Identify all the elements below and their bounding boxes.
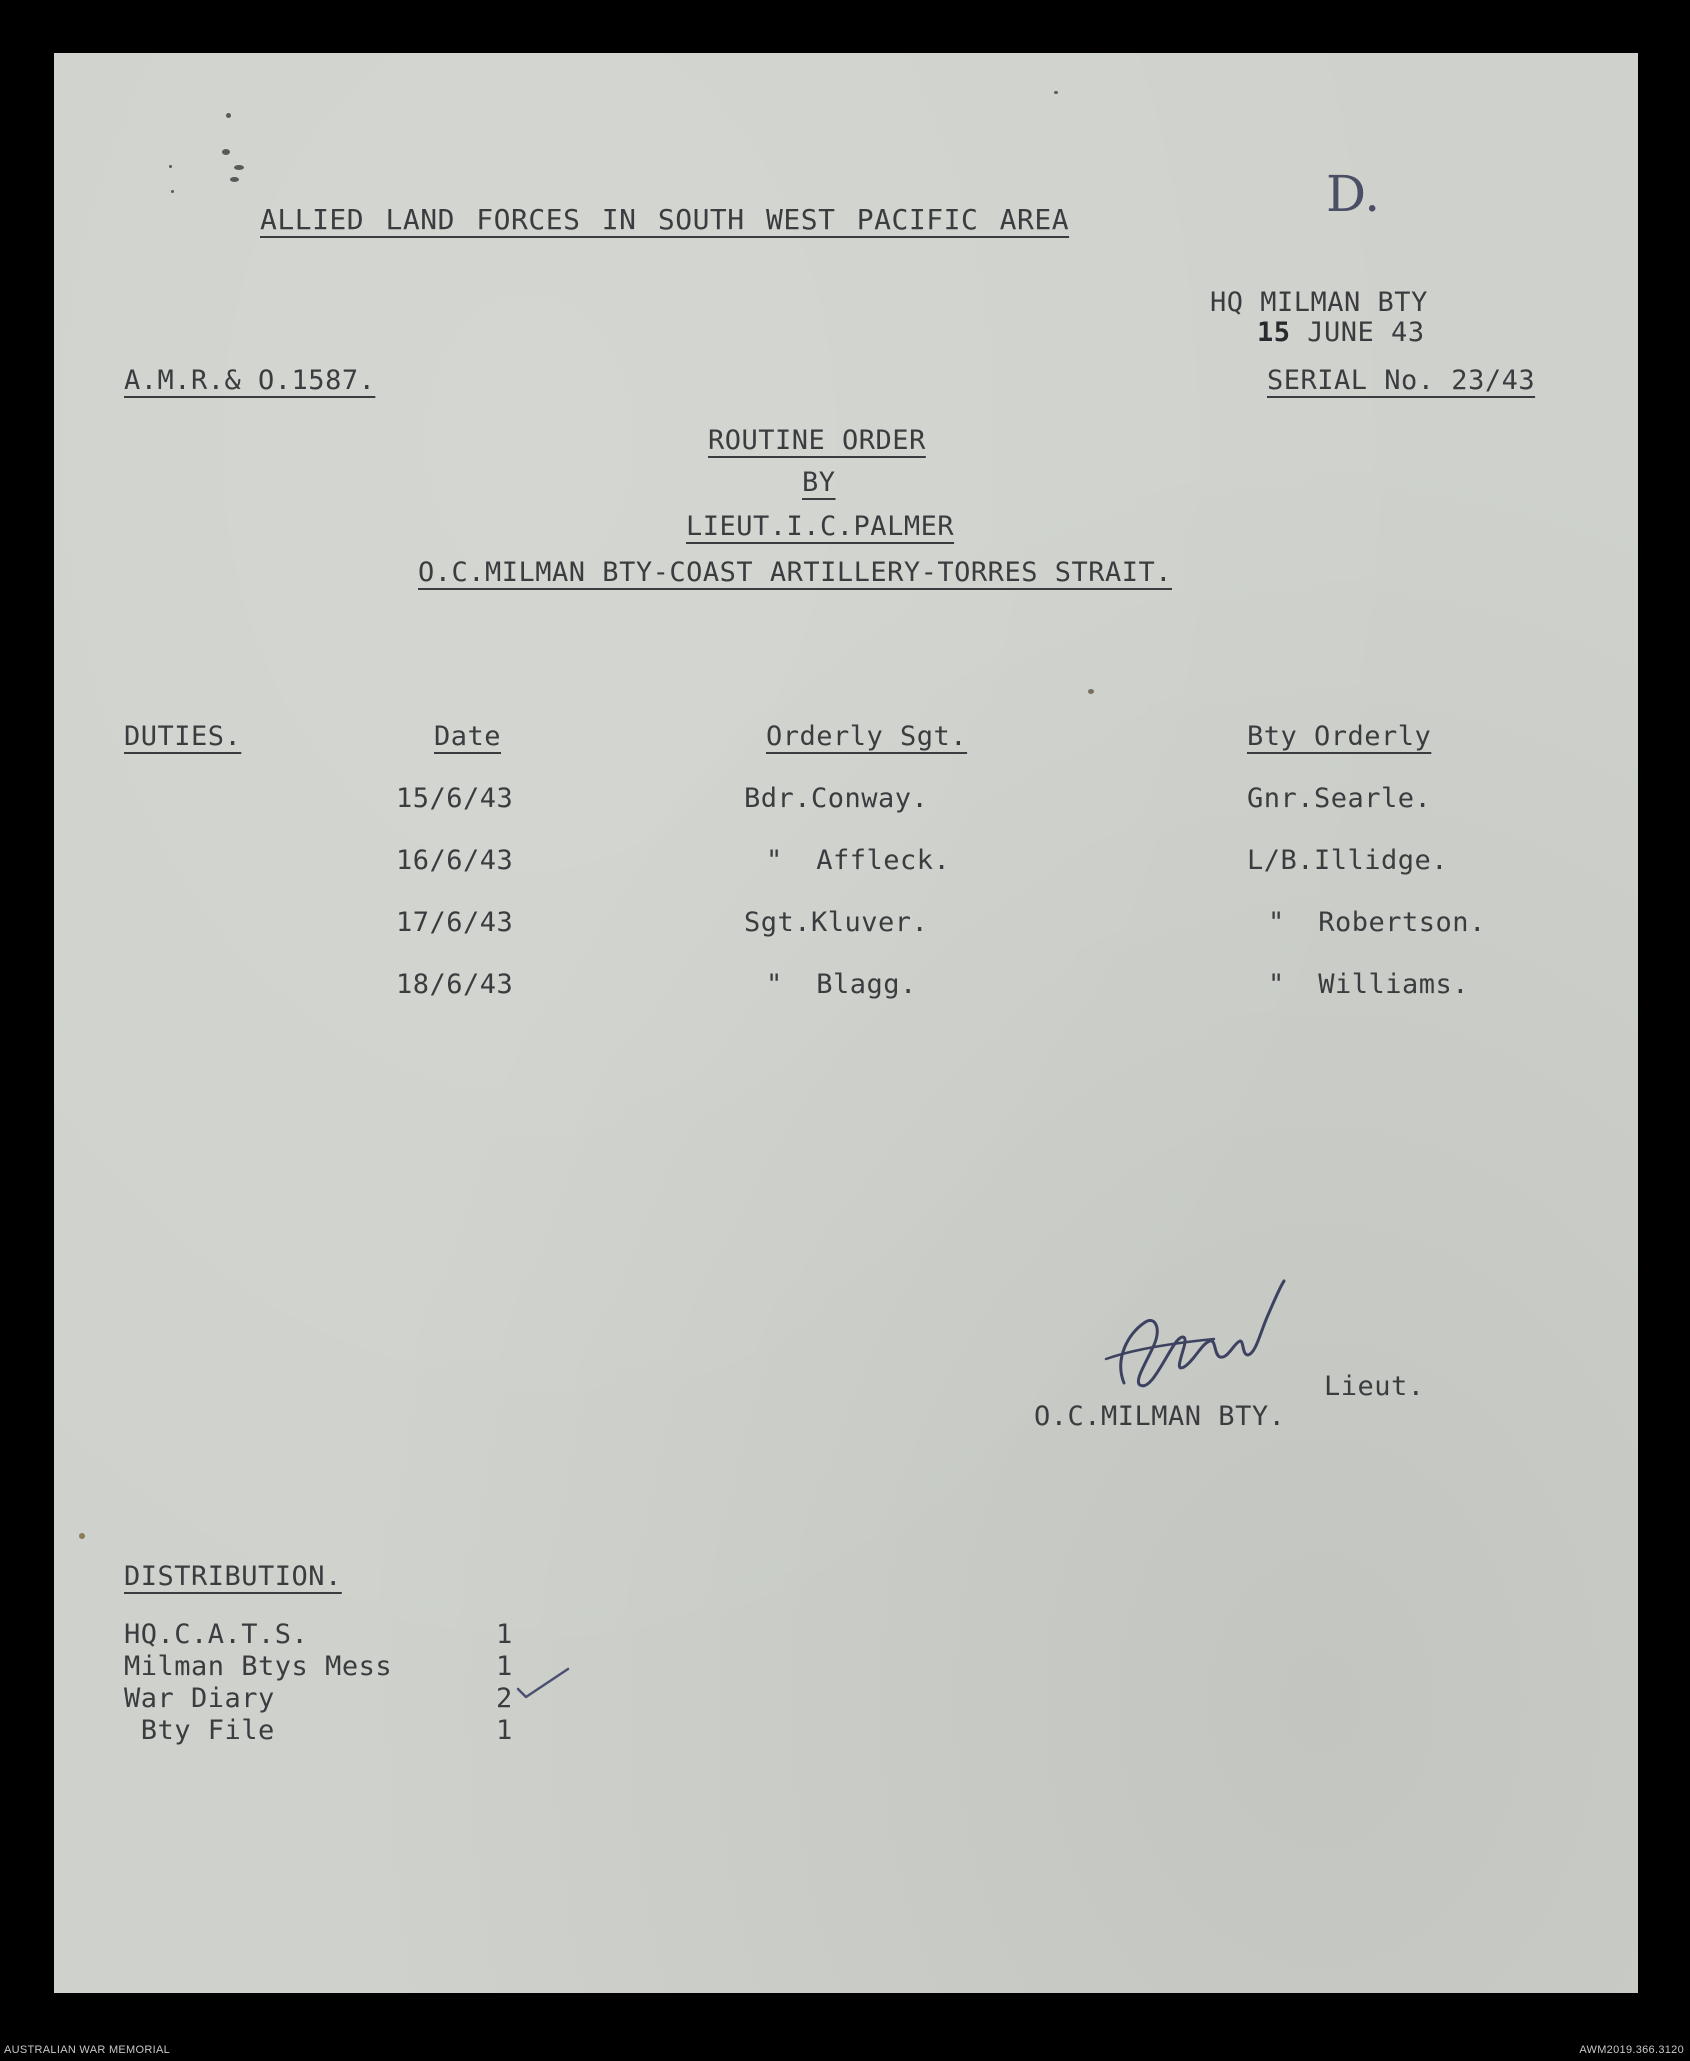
date-day: 15 (1257, 317, 1291, 348)
list-item-name: Bty File (124, 1715, 275, 1746)
table-row-orderly-sgt: " Blagg. (766, 969, 917, 1000)
reference-number: A.M.R.& O.1587. (124, 365, 376, 396)
punch-mark (230, 177, 239, 182)
list-item-name: Milman Btys Mess (124, 1651, 393, 1682)
table-row-orderly-sgt: " Affleck. (766, 845, 951, 876)
order-unit: O.C.MILMAN BTY-COAST ARTILLERY-TORRES STRAIT. (418, 557, 1172, 588)
table-row-bty-orderly: Gnr.Searle. (1247, 783, 1432, 814)
punch-mark (226, 113, 231, 118)
table-row-date: 18/6/43 (396, 969, 514, 1000)
table-row-bty-orderly: " Williams. (1268, 969, 1470, 1000)
punch-mark (79, 1533, 85, 1539)
list-item-count: 2 (496, 1683, 513, 1714)
serial-number: SERIAL No. 23/43 (1267, 365, 1536, 396)
corner-annotation: D. (1326, 165, 1381, 223)
table-row-bty-orderly: " Robertson. (1268, 907, 1486, 938)
list-item-name: HQ.C.A.T.S. (124, 1619, 309, 1650)
date-line (1257, 319, 1425, 346)
table-row-orderly-sgt: Bdr.Conway. (744, 783, 929, 814)
order-officer: LIEUT.I.C.PALMER (686, 511, 955, 542)
list-item-name: War Diary (124, 1683, 275, 1714)
order-by: BY (802, 467, 836, 498)
duties-label: DUTIES. (124, 721, 242, 752)
punch-mark (171, 190, 174, 193)
document-title: ALLIED LAND FORCES IN SOUTH WEST PACIFIC AREA (260, 203, 1070, 236)
signature-rank: Lieut. (1324, 1371, 1425, 1402)
signature-icon (1084, 1263, 1324, 1413)
column-header-date: Date (434, 721, 502, 752)
punch-mark (169, 165, 172, 168)
table-row-bty-orderly: L/B.Illidge. (1247, 845, 1449, 876)
date-month-year: JUNE 43 (1307, 317, 1425, 348)
table-row-date: 17/6/43 (396, 907, 514, 938)
punch-mark (1054, 91, 1058, 94)
checkmark-icon (514, 1663, 574, 1703)
column-header-bty-orderly: Bty Orderly (1247, 721, 1432, 752)
punch-mark (222, 149, 230, 155)
list-item-count: 1 (496, 1651, 513, 1682)
punch-mark (1088, 689, 1094, 694)
list-item-count: 1 (496, 1619, 513, 1650)
column-header-orderly-sgt: Orderly Sgt. (766, 721, 968, 752)
archive-id: AWM2019.366.3120 (1579, 2044, 1684, 2056)
signature-position: O.C.MILMAN BTY. (1034, 1401, 1286, 1432)
archive-credit: AUSTRALIAN WAR MEMORIAL (4, 2044, 171, 2056)
order-title: ROUTINE ORDER (708, 425, 926, 456)
distribution-title: DISTRIBUTION. (124, 1561, 342, 1592)
table-row-date: 16/6/43 (396, 845, 514, 876)
table-row-orderly-sgt: Sgt.Kluver. (744, 907, 929, 938)
list-item-count: 1 (496, 1715, 513, 1746)
hq-line: HQ MILMAN BTY (1210, 287, 1428, 318)
document-page (54, 53, 1638, 1993)
punch-mark (234, 165, 244, 170)
table-row-date: 15/6/43 (396, 783, 514, 814)
